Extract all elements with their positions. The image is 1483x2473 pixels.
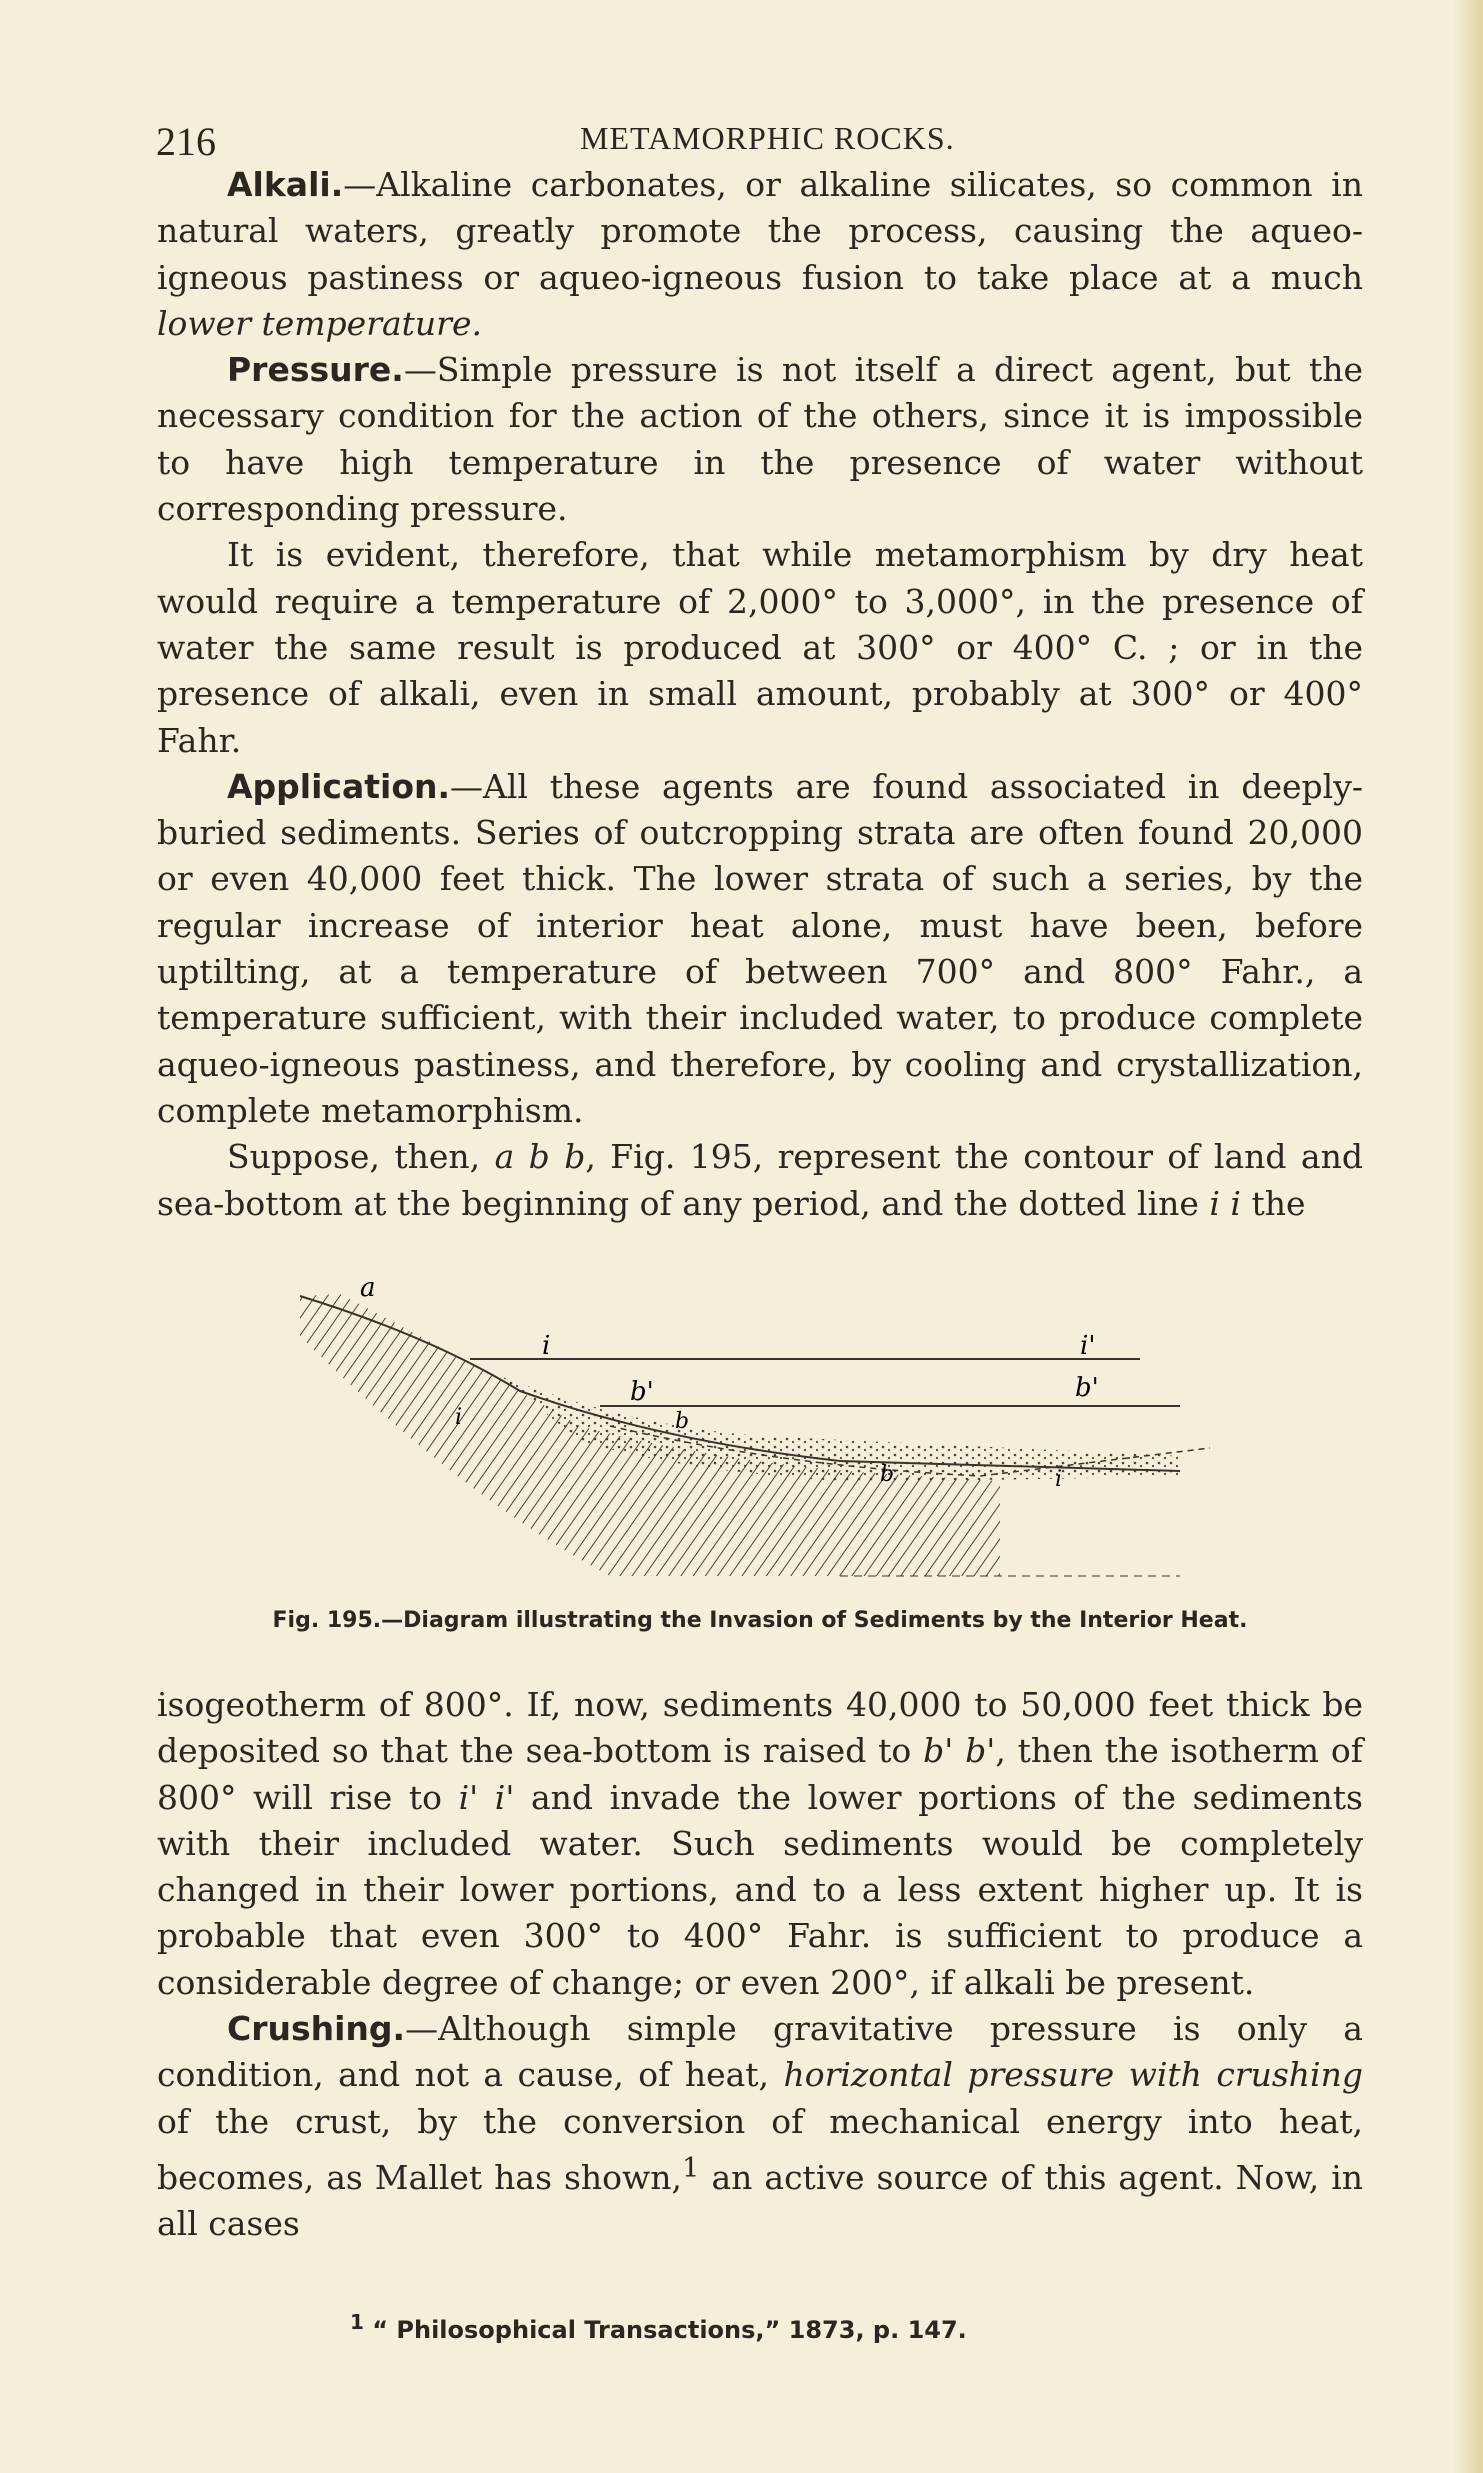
label-b-prime-left: b' [630, 1377, 654, 1407]
label-b-prime-right: b' [1075, 1373, 1099, 1403]
isogeotherm-emph-2: i' i' [458, 1777, 515, 1817]
paragraph-application [157, 764, 1363, 1134]
label-a: a [360, 1276, 376, 1303]
side-heading-application: Application. [227, 766, 451, 806]
label-i-left: i [542, 1331, 551, 1361]
crushing-text-2: of the crust, by the conversion of mechanical energy into heat, becomes, as Mallet has shown, [157, 2101, 1363, 2197]
suppose-emph-2: i i [1209, 1183, 1241, 1223]
side-heading-crushing: Crushing. [227, 2009, 406, 2049]
footnote-text: “ Philosophical Transactions,” 1873, p. 147. [363, 2316, 967, 2344]
suppose-text-2: , Fig. 195, represent the contour of land and sea-bottom at the beginning of any period, and the dotted line [157, 1137, 1363, 1223]
label-i-mid: i [455, 1405, 463, 1430]
alkali-text: —Alkaline carbonates, or alkaline silicates, so common in natural waters, greatly promote the process, causing the aqueo-igneous pastiness or aqueo-igneous fusion to take place at a much [157, 165, 1363, 297]
alkali-emphasis: lower temperature. [157, 303, 482, 343]
page-number: 216 [156, 119, 216, 164]
figure-caption: Fig. 195.—Diagram illustrating the Invasion of Sediments by the Interior Heat. [272, 1608, 1248, 1633]
isogeotherm-text-1: isogeotherm of 800°. If, now, sediments 40,000 to 50,000 feet thick be deposited so that the sea-bottom is raised to [157, 1685, 1363, 1771]
label-i-right: i' [1080, 1331, 1096, 1361]
label-i-low: i [1055, 1467, 1063, 1492]
side-heading-alkali: Alkali. [227, 165, 344, 204]
label-b-mid: b [675, 1409, 690, 1434]
text-block-upper [157, 162, 1363, 1227]
application-text: —All these agents are found associated in deeply-buried sediments. Series of outcropping strata are often found 20,000 or even 40,000 feet thick. The lower strata of such a series, by the regular increase of interior heat alone, must have been, before uptilting, at a temperature of between 700° and 800° Fahr., a temperature sufficient, with their included water, to produce complete aqueo-igneous pastiness, and therefore, by cooling and crystallization, complete metamorphism. [157, 766, 1363, 1130]
isogeotherm-emph-1: b' b' [923, 1731, 996, 1771]
pressure-text: —Simple pressure is not itself a direct agent, but the necessary condition for the action of the others, since it is impossible to have high temperature in the presence of water without corresponding pressure. [157, 350, 1363, 529]
isogeotherm-text-2: , then the isotherm of 800° will rise to [157, 1731, 1363, 1817]
footnote-reference: 1 [682, 2151, 700, 2184]
figure-diagram [280, 1276, 1240, 1596]
paragraph-crushing [157, 2006, 1363, 2247]
paragraph-alkali [157, 162, 1363, 347]
paragraph-evident: It is evident, therefore, that while metamorphism by dry heat would require a temperature of 2,000° to 3,000°, in the presence of water the same result is produced at 300° or 400° C. ; or in the presence of alkali, even in small amount, probably at 300° or 400° Fahr. [157, 535, 1363, 760]
side-heading-pressure: Pressure. [227, 350, 404, 390]
crushing-emphasis: horizontal pressure with crushing [783, 2055, 1363, 2095]
label-b-low: b [880, 1462, 895, 1487]
suppose-text-1: Suppose, then, [227, 1137, 495, 1177]
isogeotherm-text-3: and invade the lower portions of the sediments with their included water. Such sediments would be completely changed in their lower portions, and to a less extent higher up. It is probable that even 300° to 400° Fahr. is sufficient to produce a considerable degree of change; or even 200°, if alkali be present. [157, 1777, 1363, 2002]
paragraph-pressure [157, 347, 1363, 532]
crushing-text-1: —Although simple gravitative pressure is only a condition, and not a cause, of heat, [157, 2009, 1363, 2095]
suppose-text-3: the [1240, 1183, 1306, 1223]
paragraph-suppose [157, 1134, 1363, 1227]
page-edge-shading [1453, 0, 1483, 2473]
footnote-marker: 1 [350, 2310, 364, 2334]
suppose-emph-1: a b b [494, 1137, 586, 1177]
paragraph-isogeotherm [157, 1682, 1363, 2006]
crushing-text-3: an active source of this agent. Now, in all cases [157, 2157, 1364, 2244]
running-title: METAMORPHIC ROCKS. [580, 120, 955, 156]
figure-195 [280, 1276, 1240, 1596]
footnote [350, 2310, 1350, 2344]
text-block-lower [157, 1682, 1363, 2248]
